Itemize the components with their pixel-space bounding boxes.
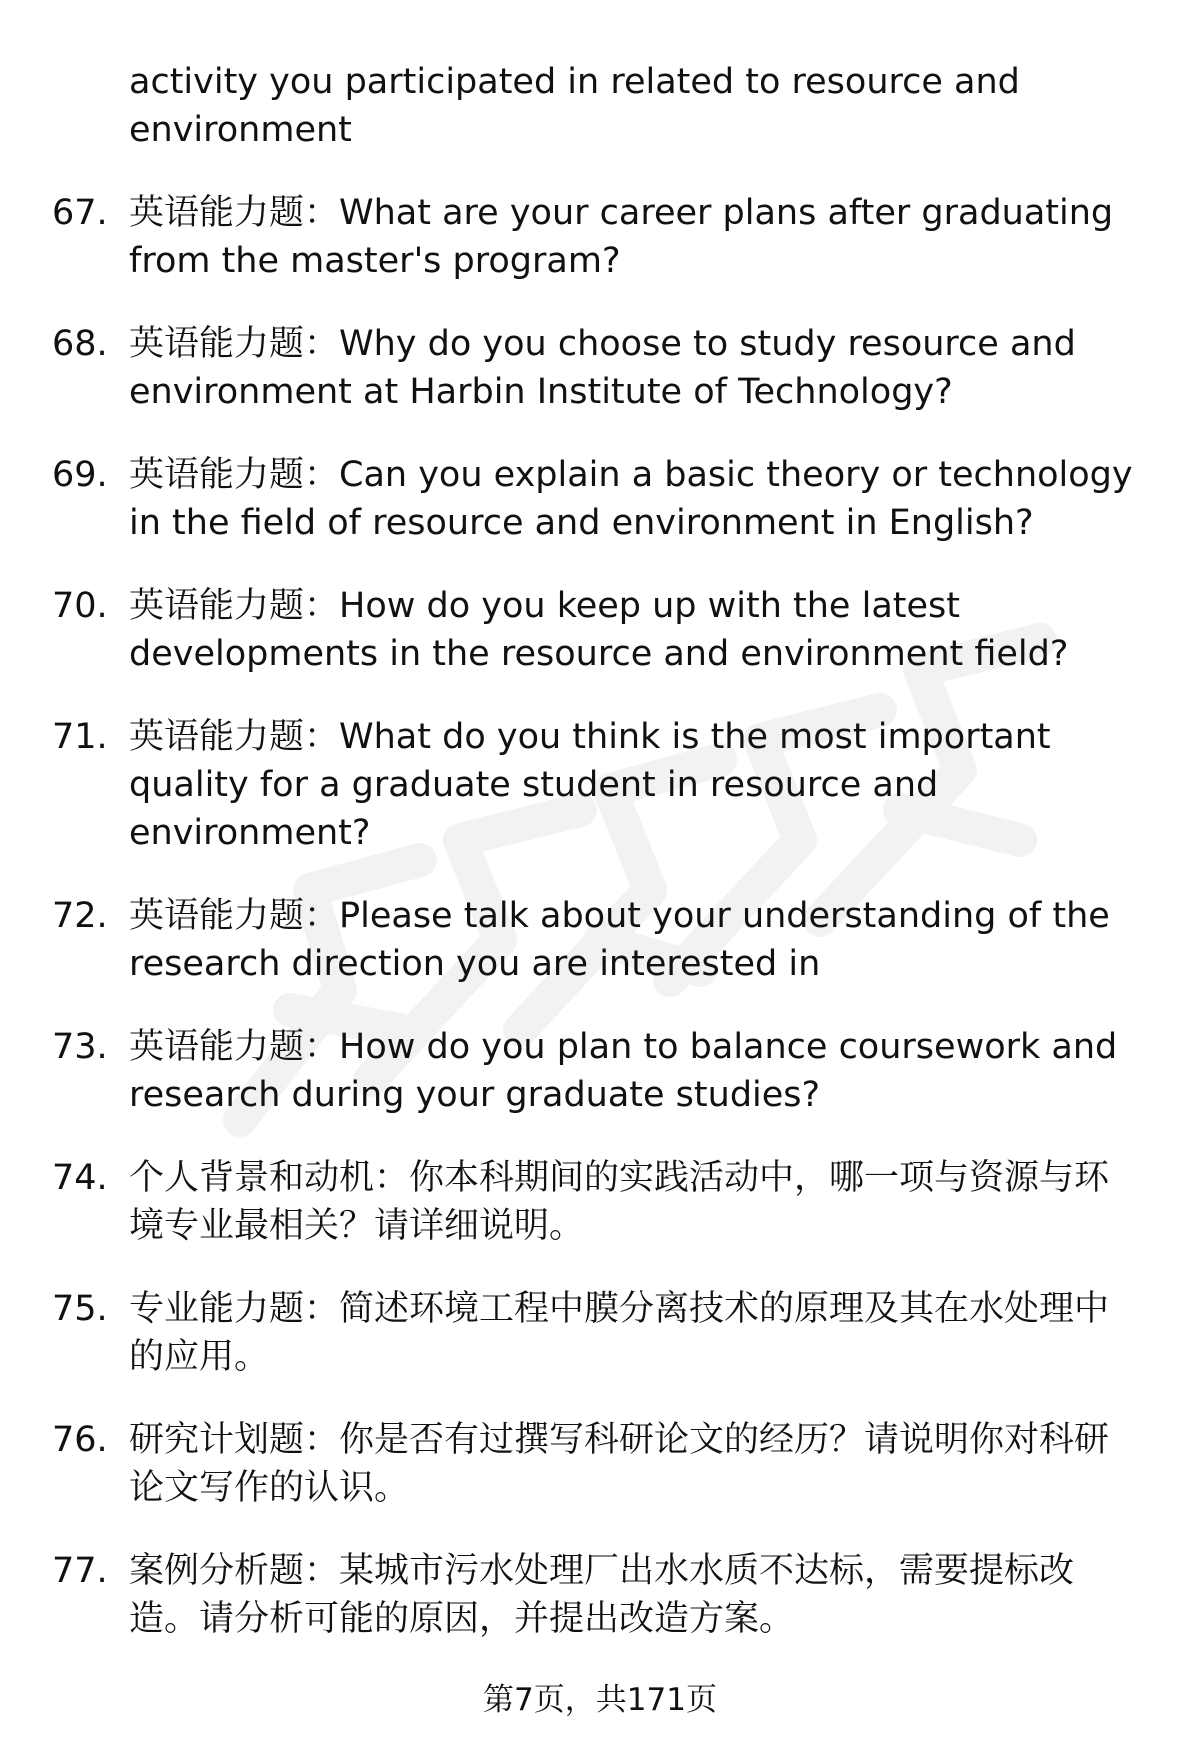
question-text: Why do you choose to study resource and environment at Harbin Institute of Technology?: [129, 324, 1076, 412]
question-category: 英语能力题：: [129, 586, 340, 626]
question-body: [129, 189, 1139, 285]
question-text: Can you explain a basic theory or technology in the field of resource and environment in English?: [129, 455, 1133, 543]
question-number: 68.: [52, 324, 108, 364]
question-body: [129, 1547, 1139, 1643]
question-number: 70.: [52, 586, 108, 626]
question-item: [52, 189, 1152, 285]
question-category: 英语能力题：: [129, 324, 340, 364]
question-category: 专业能力题：: [129, 1289, 340, 1329]
question-number: 75.: [52, 1289, 108, 1329]
question-category: 案例分析题：: [129, 1551, 340, 1591]
question-text: How do you keep up with the latest developments in the resource and environment field?: [129, 586, 1069, 674]
question-number: 69.: [52, 455, 108, 495]
question-number: 67.: [52, 193, 108, 233]
question-item: [52, 1285, 1152, 1381]
question-item: [52, 1154, 1152, 1250]
question-category: 英语能力题：: [129, 717, 340, 757]
question-category: 英语能力题：: [129, 1027, 340, 1067]
question-text: 某城市污水处理厂出水水质不达标，需要提标改造。请分析可能的原因，并提出改造方案。: [129, 1551, 1075, 1639]
question-number: 74.: [52, 1158, 108, 1198]
page-footer: 第7页，共171页: [483, 1682, 717, 1718]
question-number: 76.: [52, 1420, 108, 1460]
question-category: 个人背景和动机：: [129, 1158, 410, 1198]
question-number: 77.: [52, 1551, 108, 1591]
question-item: [52, 1547, 1152, 1643]
question-item: [52, 451, 1152, 547]
question-item: [52, 582, 1152, 678]
question-body: [129, 1154, 1139, 1250]
question-number: 73.: [52, 1027, 108, 1067]
question-body: [129, 451, 1139, 547]
question-category: 英语能力题：: [129, 455, 340, 495]
question-text: 你本科期间的实践活动中，哪一项与资源与环境专业最相关？请详细说明。: [129, 1158, 1110, 1246]
question-category: 研究计划题：: [129, 1420, 340, 1460]
question-item: [52, 892, 1152, 988]
question-body: [129, 713, 1139, 857]
question-body: [129, 320, 1139, 416]
question-text: What do you think is the most important quality for a graduate student in resource and environment?: [129, 717, 1051, 853]
question-number: 71.: [52, 717, 108, 757]
question-item: [52, 713, 1152, 857]
question-category: 英语能力题：: [129, 193, 340, 233]
question-text: 简述环境工程中膜分离技术的原理及其在水处理中的应用。: [129, 1289, 1110, 1377]
question-item: [52, 320, 1152, 416]
question-number: 72.: [52, 896, 108, 936]
question-text: Please talk about your understanding of the research direction you are interested in: [129, 896, 1110, 984]
question-body: [129, 892, 1139, 988]
question-item: [52, 1023, 1152, 1119]
question-body: [129, 1416, 1139, 1512]
question-body: [129, 1285, 1139, 1381]
question-list: [52, 189, 1152, 1678]
question-body: [129, 1023, 1139, 1119]
question-category: 英语能力题：: [129, 896, 340, 936]
question-text: 你是否有过撰写科研论文的经历？请说明你对科研论文写作的认识。: [129, 1420, 1110, 1508]
continuation-text: activity you participated in related to resource and environment: [129, 62, 1020, 150]
question-text: What are your career plans after graduating from the master's program?: [129, 193, 1114, 281]
question-item: [52, 1416, 1152, 1512]
question-body: [129, 582, 1139, 678]
question-text: How do you plan to balance coursework and research during your graduate studies?: [129, 1027, 1118, 1115]
